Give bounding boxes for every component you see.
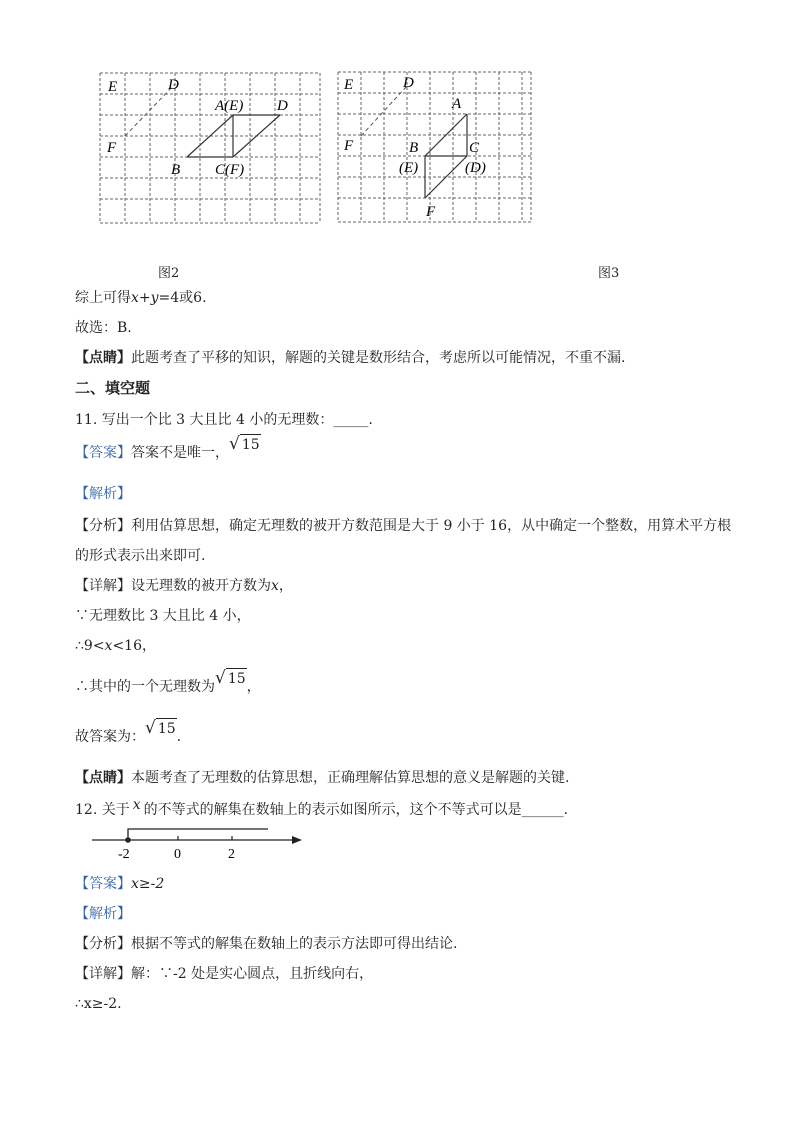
radicand: 15 [240, 434, 261, 455]
q12-fenxi-tag: 【分析】 [75, 936, 131, 952]
fenxi-tag: 【分析】 [75, 518, 131, 534]
fig3-label-c: C [469, 140, 480, 156]
fig2-label-f: F [107, 140, 117, 156]
q11-fenxi-line-1 [75, 516, 731, 536]
number-line [90, 824, 310, 864]
q12-answer-text: x≥-2 [131, 876, 165, 892]
q11-final-line [75, 718, 182, 747]
q12-var: x [132, 797, 141, 813]
fig3-label-e: E [344, 77, 354, 93]
q12-detail-tag: 【详解】 [75, 966, 131, 982]
fig2-label-ae: A(E) [215, 98, 244, 114]
therefore1-pre: ∴9< [75, 638, 105, 654]
radicand-c: 15 [156, 718, 177, 739]
fig3-label-b: B [409, 140, 419, 156]
q12-post: 的不等式的解集在数轴上的表示如图所示，这个不等式可以是______. [143, 802, 569, 818]
sqrt-15-b: √ 15 [215, 668, 246, 688]
fenxi-text-1: 利用估算思想，确定无理数的被开方数范围是大于 9 小于 16，从中确定一个整数，用算术平方根 [131, 518, 732, 534]
q11-therefore-2 [75, 668, 261, 697]
final-text: 故答案为： [75, 729, 145, 745]
conclusion-suffix: =4或6. [158, 290, 207, 306]
figure-3-grid [333, 68, 538, 228]
q12-answer-tag: 【答案】 [75, 876, 131, 892]
q11-because-line: ∵无理数比 3 大且比 4 小， [75, 608, 251, 624]
sqrt-15: √ 15 [229, 434, 260, 454]
comment-text: 此题考查了平移的知识，解题的关键是数形结合，考虑所以可能情况，不重不漏. [131, 350, 626, 366]
fig3-label-a: A [452, 96, 462, 112]
conclusion-expr: x+y [131, 290, 159, 306]
fig2-label-cf: C(F) [215, 162, 245, 178]
therefore1-var: x [104, 638, 113, 654]
q12-fenxi-line [75, 934, 457, 954]
q12-detail-line [75, 964, 373, 984]
fig3-label-d-paren: (D) [465, 160, 486, 176]
q11-answer-line [75, 434, 261, 463]
detail-end: ， [278, 578, 293, 594]
q11-comment-tag: 【点睛】 [75, 770, 131, 786]
fig2-label-d-right: D [277, 98, 288, 114]
therefore1-post: <16， [112, 638, 156, 654]
arrow-head [292, 836, 302, 844]
therefore2-text: ∴其中的一个无理数为 [75, 679, 215, 695]
q11-analysis-tag: 【解析】 [75, 486, 131, 502]
answer-tag: 【答案】 [75, 445, 131, 461]
therefore2-end: ， [246, 679, 261, 695]
q12-detail-text: 解：∵-2 处是实心圆点，且折线向右， [131, 966, 374, 982]
q12-analysis-tag: 【解析】 [75, 906, 131, 922]
conclusion-line [75, 288, 207, 308]
sqrt-15-c: √ 15 [145, 718, 176, 738]
q11-therefore-1 [75, 636, 156, 656]
comment-tag: 【点睛】 [75, 350, 131, 366]
tick-label-0: 0 [174, 847, 181, 862]
choice-line: 故选：B. [75, 320, 132, 336]
fig3-label-f-left: F [344, 138, 354, 154]
q12-question [75, 797, 569, 820]
q11-detail-line [75, 576, 293, 596]
detail-tag: 【详解】 [75, 578, 131, 594]
detail-text: 设无理数的被开方数为 [131, 578, 271, 594]
fig3-label-f-bottom: F [426, 204, 436, 220]
q11-question: 11. 写出一个比 3 大且比 4 小的无理数：_____. [75, 412, 373, 428]
answer-text: 答案不是唯一， [131, 445, 229, 461]
solid-dot [125, 837, 131, 843]
section-title: 二、填空题 [75, 379, 151, 397]
radicand-b: 15 [226, 668, 247, 689]
q12-therefore-line: ∴x≥-2. [75, 996, 122, 1012]
figure-3-caption: 图3 [598, 266, 620, 281]
final-end: . [176, 729, 182, 745]
parallelogram-fig3 [425, 114, 467, 198]
tick-label-2: 2 [228, 847, 235, 862]
q12-pre: 12. 关于 [75, 802, 130, 818]
q11-comment-text: 本题考查了无理数的估算思想，正确理解估算思想的意义是解题的关键. [131, 770, 570, 786]
comment-line-1 [75, 348, 625, 368]
solution-bracket [128, 829, 268, 840]
figure-2-caption: 图2 [158, 266, 180, 281]
fig2-label-e: E [108, 79, 118, 95]
conclusion-prefix: 综上可得 [75, 290, 131, 306]
fig2-label-b: B [171, 162, 181, 178]
q12-answer-line [75, 874, 164, 894]
tick-label-neg2: -2 [118, 847, 130, 862]
fig2-label-d-top: D [168, 77, 179, 93]
q11-fenxi-line-2: 的形式表示出来即可. [75, 548, 206, 564]
figure-2-grid [95, 68, 325, 228]
fig3-label-d-top: D [403, 75, 414, 91]
fig3-label-e-paren: (E) [399, 160, 419, 176]
detail-var: x [271, 578, 279, 594]
q12-fenxi-text: 根据不等式的解集在数轴上的表示方法即可得出结论. [131, 936, 458, 952]
q11-comment-line [75, 768, 569, 788]
